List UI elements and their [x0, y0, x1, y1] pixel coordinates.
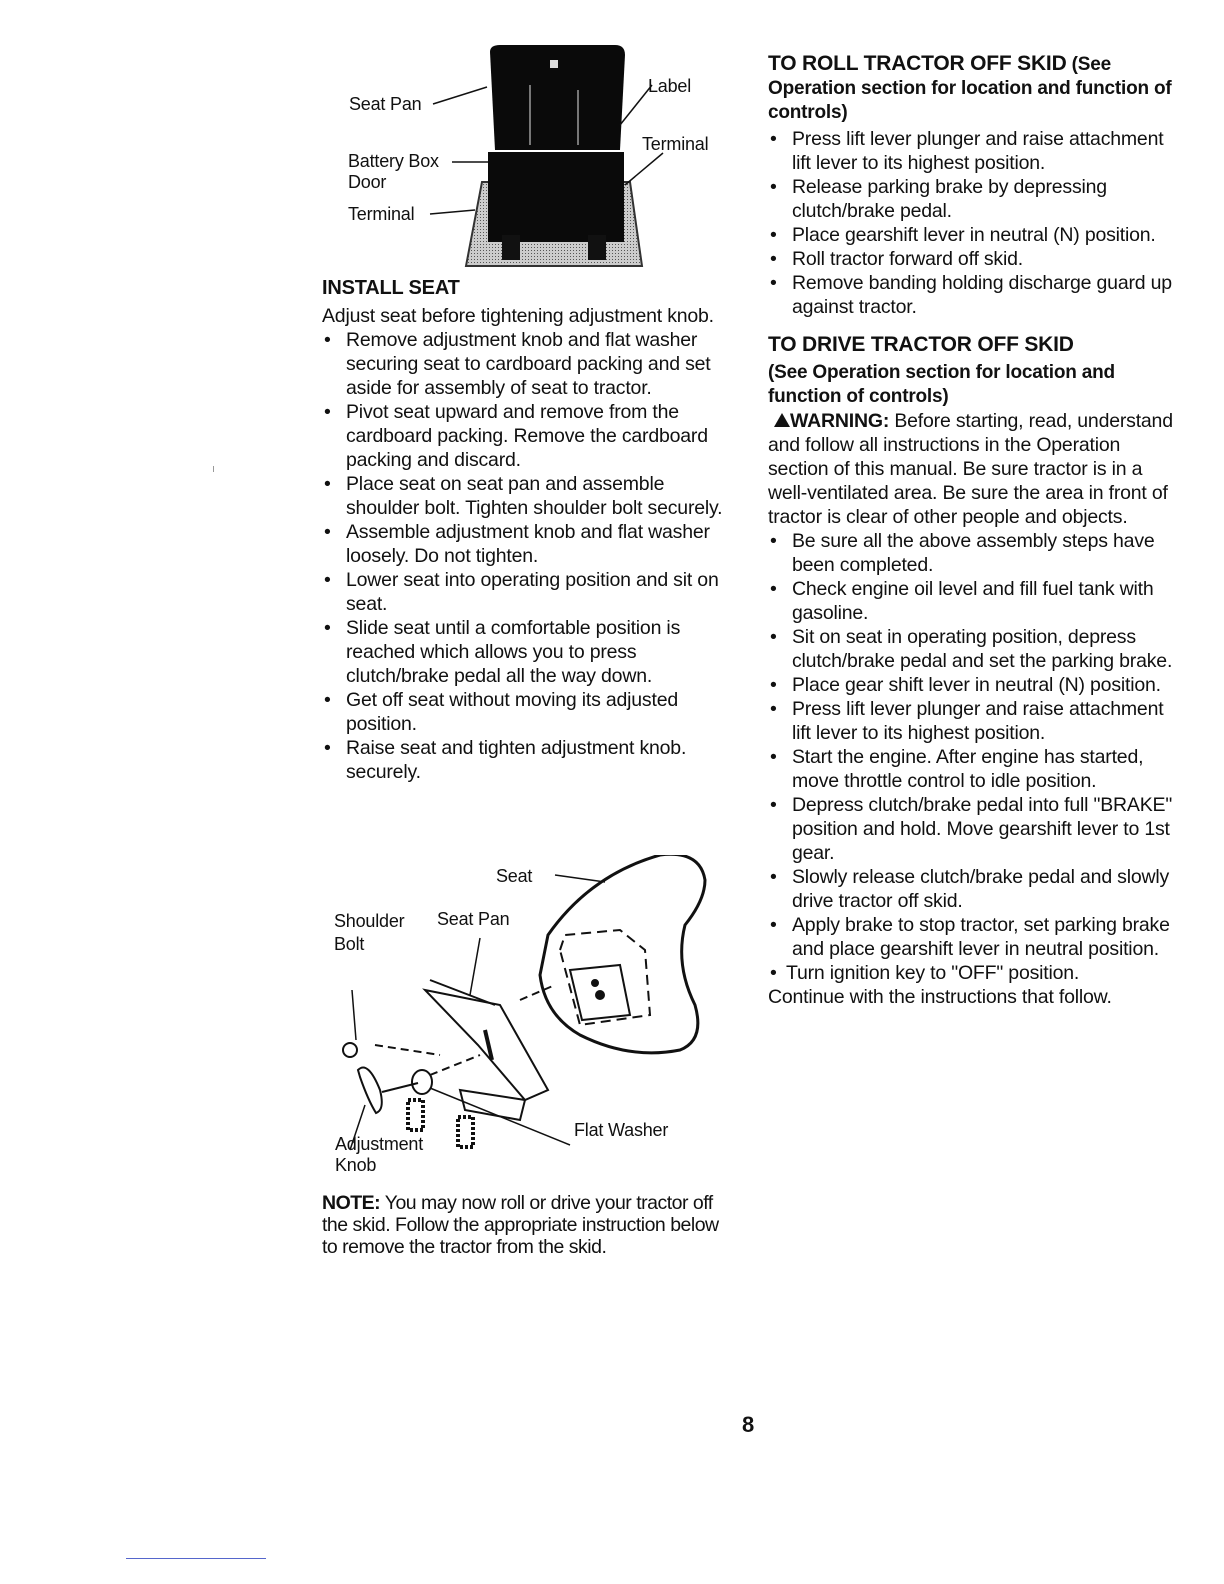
battery-box-figure [330, 40, 730, 280]
label-seat-pan: Seat Pan [437, 909, 510, 929]
warning-label: WARNING: [790, 410, 890, 432]
label-adjustment: Adjustment [335, 1134, 424, 1154]
list-item: • Turn ignition key to "OFF" position. [768, 961, 1173, 985]
list-item: • Place gear shift lever in neutral (N) position. [768, 673, 1173, 697]
list-item: • Press lift lever plunger and raise attachment lift lever to its highest position. [768, 697, 1173, 745]
roll-off-steps [768, 127, 1173, 319]
page-number: 8 [742, 1412, 755, 1437]
list-item: • Roll tractor forward off skid. [768, 247, 1173, 271]
label-shoulder: Shoulder [334, 911, 405, 931]
list-item: • Apply brake to stop tractor, set parking brake and place gearshift lever in neutral position. [768, 913, 1173, 961]
roll-off-heading-text: TO ROLL TRACTOR OFF SKID [768, 52, 1067, 75]
list-item: • Depress clutch/brake pedal into full "BRAKE" position and hold. Move gearshift lever to 1st gear. [768, 793, 1173, 865]
list-item: • Sit on seat in operating position, depress clutch/brake pedal and set the parking brake. [768, 625, 1173, 673]
list-item: • Lower seat into operating position and sit on seat. [322, 568, 732, 616]
roll-off-section [768, 52, 1173, 1009]
install-seat-intro: Adjust seat before tightening adjustment knob. [322, 305, 714, 327]
label-terminal-right: Terminal [642, 134, 709, 154]
label-label: Label [648, 76, 692, 96]
label-battery-box: Battery Box [348, 151, 439, 171]
list-item: • Slide seat until a comfortable position is reached which allows you to press clutch/brake pedal all the way down. [322, 616, 732, 688]
note-label: NOTE: [322, 1192, 381, 1214]
list-item: • Release parking brake by depressing clutch/brake pedal. [768, 175, 1173, 223]
list-item: • Place seat on seat pan and assemble shoulder bolt. Tighten shoulder bolt securely. [322, 472, 732, 520]
drive-off-subheading: (See Operation section for location and function of controls) [768, 362, 1115, 407]
note-paragraph [322, 1192, 730, 1258]
list-item: • Raise seat and tighten adjustment knob. securely. [322, 736, 732, 784]
list-item: • Be sure all the above assembly steps have been completed. [768, 529, 1173, 577]
list-item: • Get off seat without moving its adjusted position. [322, 688, 732, 736]
list-item: • Remove banding holding discharge guard up against tractor. [768, 271, 1173, 319]
list-item: • Slowly release clutch/brake pedal and slowly drive tractor off skid. [768, 865, 1173, 913]
install-seat-section [322, 276, 732, 784]
label-door: Door [348, 172, 387, 192]
closing-text: Continue with the instructions that follow. [768, 986, 1112, 1008]
list-item: • Place gearshift lever in neutral (N) position. [768, 223, 1173, 247]
label-knob: Knob [335, 1155, 377, 1175]
label-seat: Seat [496, 866, 533, 886]
warning-text: Before starting, read, understand and follow all instructions in the Operation section of this manual. Be sure tractor is in a well-ventilated area. Be sure the area in front of tractor is clear of other people and objects. [768, 410, 1173, 528]
label-flat-washer: Flat Washer [574, 1120, 669, 1140]
list-item: • Assemble adjustment knob and flat washer loosely. Do not tighten. [322, 520, 732, 568]
roll-off-subheading: Operation section for location and function of controls) [768, 78, 1172, 123]
label-bolt: Bolt [334, 934, 365, 954]
warning-triangle-icon [774, 413, 790, 427]
footer-rule [126, 1558, 266, 1559]
list-item: • Pivot seat upward and remove from the cardboard packing. Remove the cardboard packing and discard. [322, 400, 732, 472]
seat-assembly-figure [320, 855, 740, 1185]
drive-off-steps [768, 529, 1173, 985]
drive-off-heading: TO DRIVE TRACTOR OFF SKID [768, 333, 1074, 356]
warning-paragraph [768, 409, 1173, 529]
margin-mark [213, 466, 214, 472]
install-seat-steps [322, 328, 732, 784]
list-item: • Press lift lever plunger and raise attachment lift lever to its highest position. [768, 127, 1173, 175]
install-seat-heading: INSTALL SEAT [322, 277, 460, 299]
list-item: • Start the engine. After engine has started, move throttle control to idle position. [768, 745, 1173, 793]
roll-off-heading [768, 52, 1173, 77]
label-terminal-left: Terminal [348, 204, 415, 224]
list-item: • Check engine oil level and fill fuel tank with gasoline. [768, 577, 1173, 625]
roll-off-heading-suffix: (See [1066, 54, 1111, 75]
label-seat-pan: Seat Pan [349, 94, 422, 114]
note-text: You may now roll or drive your tractor off the skid. Follow the appropriate instruction below to remove the tractor from the skid. [322, 1192, 719, 1258]
list-item: • Remove adjustment knob and flat washer securing seat to cardboard packing and set aside for assembly of seat to tractor. [322, 328, 732, 400]
